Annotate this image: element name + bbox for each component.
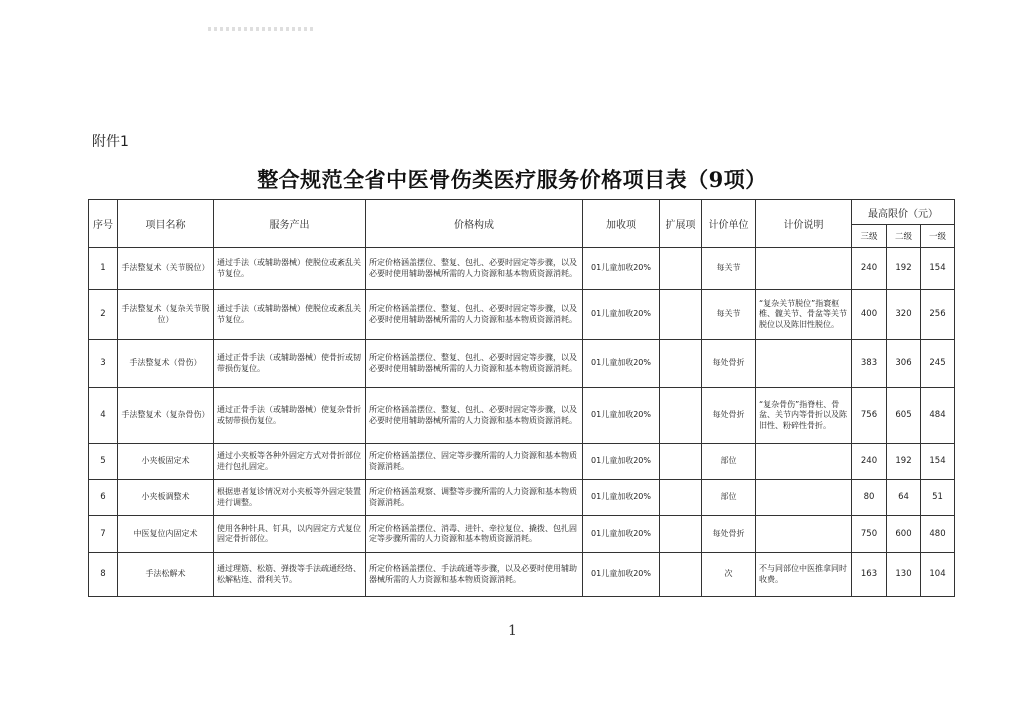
cell-composition: 所定价格涵盖摆位、固定等步骤所需的人力资源和基本物质资源消耗。 <box>366 444 583 480</box>
cell-price-level1: 51 <box>921 480 955 516</box>
cell-unit: 每关节 <box>702 248 756 290</box>
cell-price-level3: 750 <box>852 516 887 553</box>
cell-price-level2: 192 <box>887 248 921 290</box>
cell-surcharge: 01儿童加收20% <box>583 553 660 597</box>
cell-output: 使用各种针具、钉具，以内固定方式复位固定骨折部位。 <box>214 516 366 553</box>
cell-composition: 所定价格涵盖摆位、手法疏通等步骤，以及必要时使用辅助器械所需的人力资源和基本物质资源消耗。 <box>366 553 583 597</box>
cell-price-level1: 484 <box>921 388 955 444</box>
table-row <box>89 340 955 388</box>
cell-extension <box>660 480 702 516</box>
table-row <box>89 444 955 480</box>
cell-explanation: “复杂骨伤”指脊柱、骨盆、关节内等骨折以及陈旧性、粉碎性骨折。 <box>756 388 852 444</box>
cell-seq: 7 <box>89 516 118 553</box>
cell-name: 手法整复术（复杂骨伤） <box>118 388 214 444</box>
cell-extension <box>660 553 702 597</box>
cell-seq: 1 <box>89 248 118 290</box>
cell-output: 通过正骨手法（或辅助器械）使骨折或韧带损伤复位。 <box>214 340 366 388</box>
cell-price-level3: 163 <box>852 553 887 597</box>
header-name: 项目名称 <box>118 200 214 248</box>
cell-price-level1: 154 <box>921 248 955 290</box>
table-row <box>89 516 955 553</box>
cell-extension <box>660 248 702 290</box>
cell-seq: 6 <box>89 480 118 516</box>
cell-output: 通过理筋、松筋、弹拨等手法疏通经络、松解粘连、滑利关节。 <box>214 553 366 597</box>
cell-extension <box>660 516 702 553</box>
cell-surcharge: 01儿童加收20% <box>583 340 660 388</box>
header-unit: 计价单位 <box>702 200 756 248</box>
cell-composition: 所定价格涵盖摆位、整复、包扎、必要时固定等步骤，以及必要时使用辅助器械所需的人力资源和基本物质资源消耗。 <box>366 388 583 444</box>
cell-unit: 每关节 <box>702 290 756 340</box>
cell-surcharge: 01儿童加收20% <box>583 388 660 444</box>
cell-price-level2: 306 <box>887 340 921 388</box>
cell-composition: 所定价格涵盖摆位、消毒、进针、牵拉复位、撬拨、包扎固定等步骤所需的人力资源和基本物质资源消耗。 <box>366 516 583 553</box>
cell-seq: 3 <box>89 340 118 388</box>
cell-composition: 所定价格涵盖观察、调整等步骤所需的人力资源和基本物质资源消耗。 <box>366 480 583 516</box>
cell-price-level1: 256 <box>921 290 955 340</box>
cell-price-level3: 80 <box>852 480 887 516</box>
table-row <box>89 388 955 444</box>
cell-explanation <box>756 340 852 388</box>
cell-seq: 2 <box>89 290 118 340</box>
cell-explanation: 不与同部位中医推拿同时收费。 <box>756 553 852 597</box>
cell-name: 手法松解术 <box>118 553 214 597</box>
cell-price-level2: 192 <box>887 444 921 480</box>
cell-seq: 4 <box>89 388 118 444</box>
cell-seq: 8 <box>89 553 118 597</box>
cell-output: 通过手法（或辅助器械）使脱位或紊乱关节复位。 <box>214 290 366 340</box>
header-output: 服务产出 <box>214 200 366 248</box>
cell-price-level3: 756 <box>852 388 887 444</box>
cell-extension <box>660 340 702 388</box>
table-row <box>89 248 955 290</box>
cell-composition: 所定价格涵盖摆位、整复、包扎、必要时固定等步骤，以及必要时使用辅助器械所需的人力资源和基本物质资源消耗。 <box>366 290 583 340</box>
price-table <box>88 199 955 597</box>
cell-seq: 5 <box>89 444 118 480</box>
cell-unit: 每处骨折 <box>702 340 756 388</box>
cell-name: 手法整复术（关节脱位） <box>118 248 214 290</box>
cell-price-level2: 64 <box>887 480 921 516</box>
cell-extension <box>660 444 702 480</box>
cell-explanation <box>756 248 852 290</box>
cell-price-level3: 400 <box>852 290 887 340</box>
cell-name: 手法整复术（复杂关节脱位） <box>118 290 214 340</box>
cell-output: 通过正骨手法（或辅助器械）使复杂骨折或韧带损伤复位。 <box>214 388 366 444</box>
cell-price-level2: 320 <box>887 290 921 340</box>
cell-explanation <box>756 444 852 480</box>
document-title: 整合规范全省中医骨伤类医疗服务价格项目表（9项） <box>257 167 767 192</box>
scan-artifact <box>208 27 316 31</box>
cell-output: 通过小夹板等各种外固定方式对骨折部位进行包扎固定。 <box>214 444 366 480</box>
cell-unit: 部位 <box>702 480 756 516</box>
cell-price-level1: 104 <box>921 553 955 597</box>
cell-surcharge: 01儿童加收20% <box>583 444 660 480</box>
cell-name: 中医复位内固定术 <box>118 516 214 553</box>
cell-price-level2: 605 <box>887 388 921 444</box>
cell-price-level1: 480 <box>921 516 955 553</box>
cell-output: 根据患者复诊情况对小夹板等外固定装置进行调整。 <box>214 480 366 516</box>
cell-explanation <box>756 480 852 516</box>
cell-unit: 部位 <box>702 444 756 480</box>
cell-price-level1: 245 <box>921 340 955 388</box>
page-number: 1 <box>508 623 517 639</box>
cell-unit: 每处骨折 <box>702 388 756 444</box>
cell-price-level3: 240 <box>852 444 887 480</box>
cell-price-level2: 600 <box>887 516 921 553</box>
cell-price-level2: 130 <box>887 553 921 597</box>
cell-composition: 所定价格涵盖摆位、整复、包扎、必要时固定等步骤，以及必要时使用辅助器械所需的人力资源和基本物质资源消耗。 <box>366 248 583 290</box>
cell-output: 通过手法（或辅助器械）使脱位或紊乱关节复位。 <box>214 248 366 290</box>
cell-unit: 次 <box>702 553 756 597</box>
cell-surcharge: 01儿童加收20% <box>583 516 660 553</box>
header-level3: 三级 <box>852 225 887 248</box>
cell-explanation: “复杂关节脱位”指寰枢椎、髋关节、骨盆等关节脱位以及陈旧性脱位。 <box>756 290 852 340</box>
cell-name: 小夹板调整术 <box>118 480 214 516</box>
cell-name: 手法整复术（骨伤） <box>118 340 214 388</box>
cell-surcharge: 01儿童加收20% <box>583 480 660 516</box>
header-level1: 一级 <box>921 225 955 248</box>
header-level2: 二级 <box>887 225 921 248</box>
cell-composition: 所定价格涵盖摆位、整复、包扎、必要时固定等步骤，以及必要时使用辅助器械所需的人力资源和基本物质资源消耗。 <box>366 340 583 388</box>
attachment-label: 附件1 <box>92 134 129 150</box>
cell-surcharge: 01儿童加收20% <box>583 248 660 290</box>
table-row <box>89 480 955 516</box>
table-row <box>89 553 955 597</box>
header-extension: 扩展项 <box>660 200 702 248</box>
cell-extension <box>660 290 702 340</box>
cell-price-level1: 154 <box>921 444 955 480</box>
header-composition: 价格构成 <box>366 200 583 248</box>
table-row <box>89 290 955 340</box>
header-seq: 序号 <box>89 200 118 248</box>
cell-surcharge: 01儿童加收20% <box>583 290 660 340</box>
cell-price-level3: 240 <box>852 248 887 290</box>
cell-extension <box>660 388 702 444</box>
header-explanation: 计价说明 <box>756 200 852 248</box>
cell-name: 小夹板固定术 <box>118 444 214 480</box>
cell-explanation <box>756 516 852 553</box>
cell-unit: 每处骨折 <box>702 516 756 553</box>
header-max-price: 最高限价（元） <box>852 200 955 225</box>
header-surcharge: 加收项 <box>583 200 660 248</box>
cell-price-level3: 383 <box>852 340 887 388</box>
